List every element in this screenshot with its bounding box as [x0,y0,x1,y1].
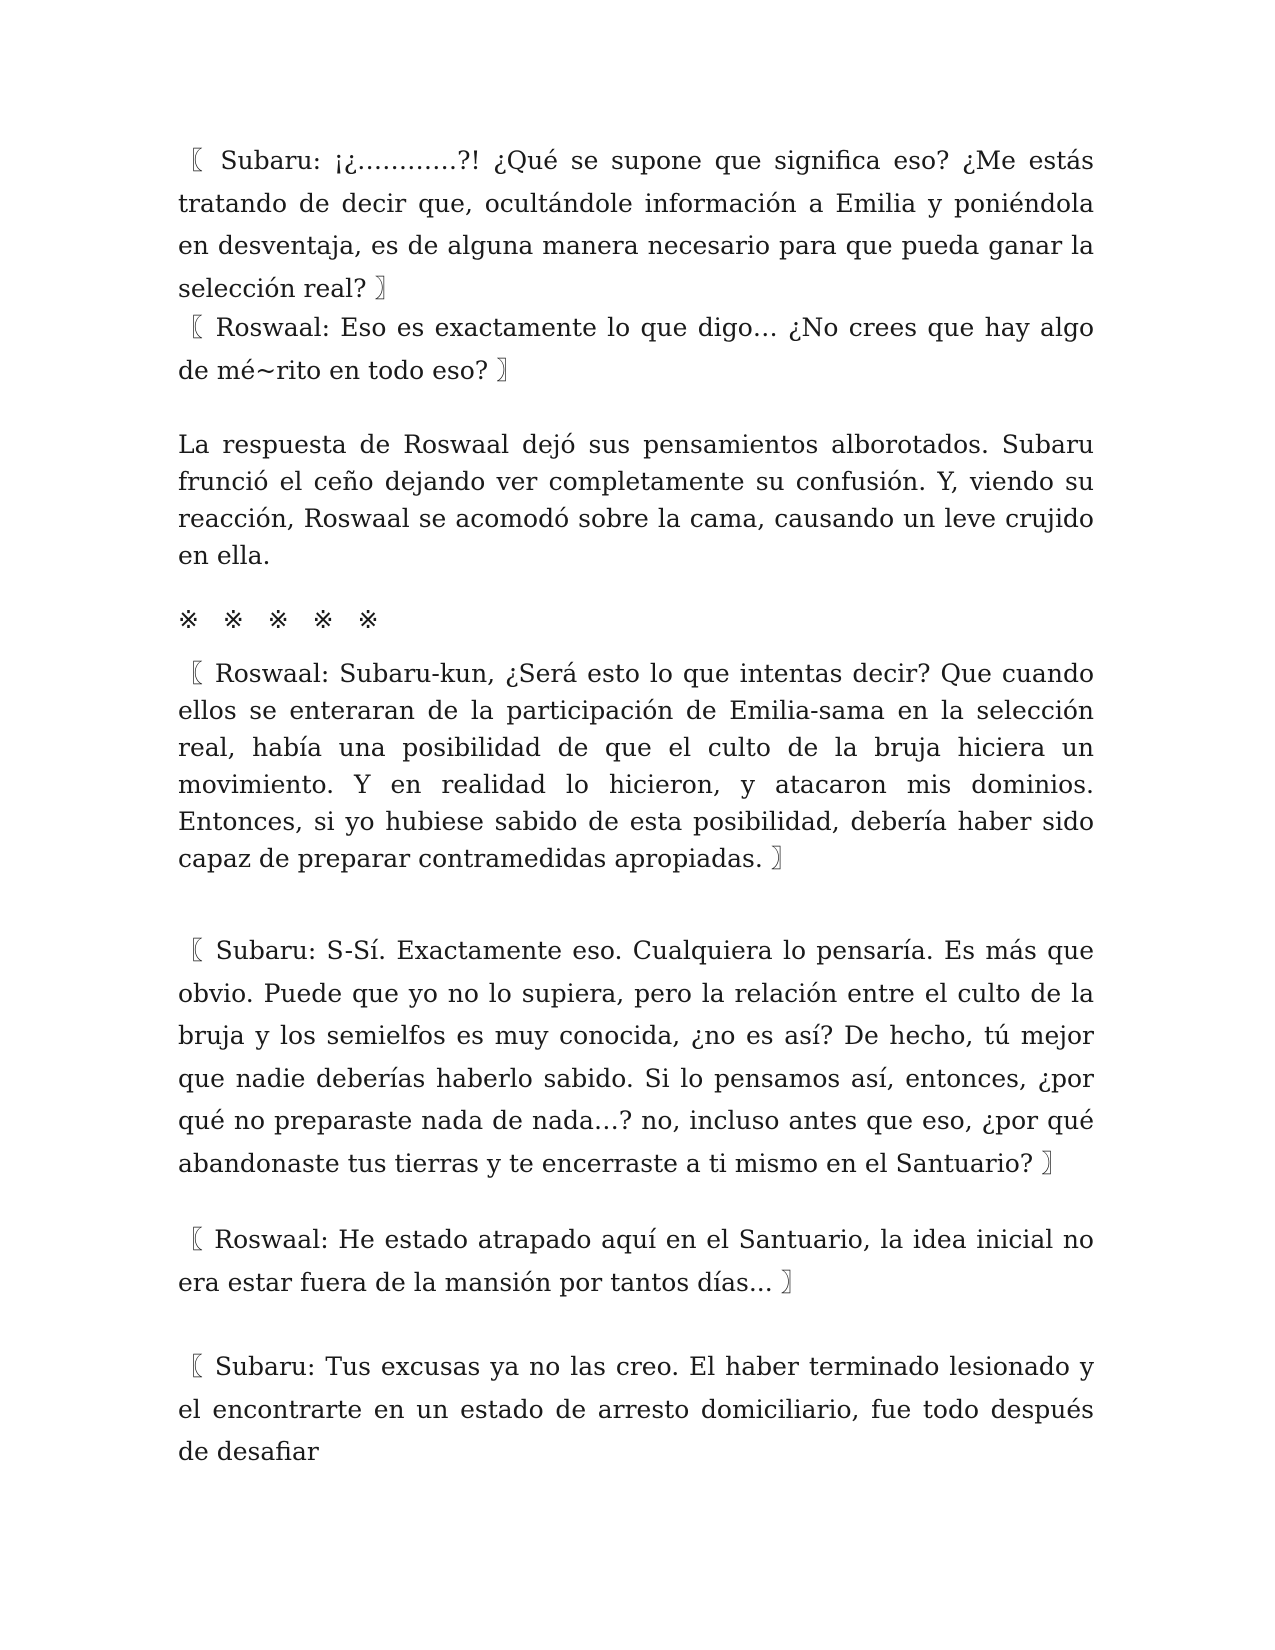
dialogue-subaru-1: 〖 Subaru: ¡¿…………?! ¿Qué se supone que significa eso? ¿Me estás tratando de decir que, ocultándole información a Emilia y poniéndola en desventaja, es de alguna manera necesario para que pueda ganar la selección real? 〗 [178,146,1094,303]
dialogue-roswaal-1: 〖 Roswaal: Eso es exactamente lo que digo… ¿No crees que hay algo de mé~rito en todo eso? 〗 [178,313,1094,385]
dialogue-subaru-3: 〖 Subaru: Tus excusas ya no las creo. El haber terminado lesionado y el encontrarte en un estado de arresto domiciliario, fue todo después de desafiar [178,1352,1094,1466]
dialogue-subaru-2: 〖 Subaru: S-Sí. Exactamente eso. Cualquiera lo pensaría. Es más que obvio. Puede que yo no lo supiera, pero la relación entre el culto de la bruja y los semielfos es muy conocida, ¿no es así? De hecho, tú mejor que nadie deberías haberlo sabido. Si lo pensamos así, entonces, ¿por qué no preparaste nada de nada…? no, incluso antes que eso, ¿por qué abandonaste tus tierras y te encerraste a ti mismo en el Santuario? 〗 [178,936,1094,1178]
narration-paragraph: La respuesta de Roswaal dejó sus pensamientos alborotados. Subaru frunció el ceño dejando ver completamente su confusión. Y, viendo su reacción, Roswaal se acomodó sobre la cama, causando un leve crujido en ella. [178,430,1094,570]
scene-separator: ※ ※ ※ ※ ※ [178,605,383,634]
dialogue-roswaal-3: 〖 Roswaal: He estado atrapado aquí en el Santuario, la idea inicial no era estar fuera de la mansión por tantos días... 〗 [178,1225,1094,1297]
dialogue-roswaal-2: 〖 Roswaal: Subaru-kun, ¿Será esto lo que intentas decir? Que cuando ellos se enteraran de la participación de Emilia-sama en la selección real, había una posibilidad de que el culto de la bruja hiciera un movimiento. Y en realidad lo hicieron, y atacaron mis dominios. Entonces, si yo hubiese sabido de esta posibilidad, debería haber sido capaz de preparar contramedidas apropiadas. 〗 [178,659,1094,873]
